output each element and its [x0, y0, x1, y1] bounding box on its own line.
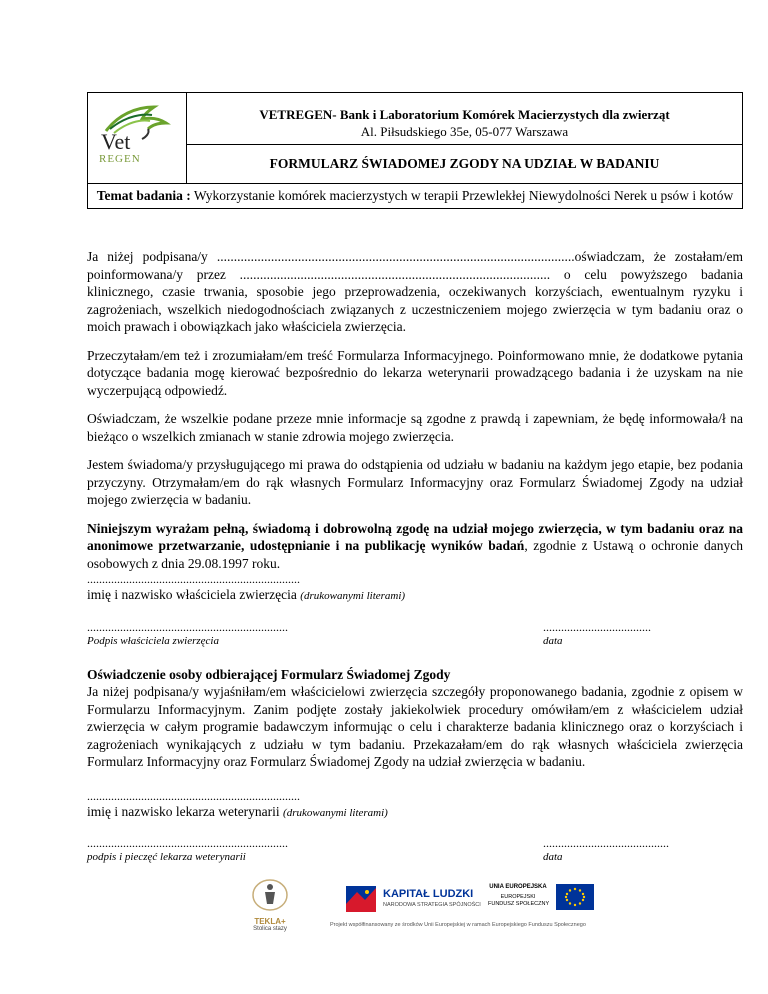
consent-rest: , zgodnie z Ustawą o ochronie danych osobowych z dnia 29.08.1997 roku.	[87, 538, 743, 571]
vet-name-label-text: imię i nazwisko lekarza weterynarii	[87, 803, 284, 819]
vet-date-label: data	[543, 851, 563, 863]
vet-signature-row	[87, 836, 743, 864]
institution-name: VETREGEN- Bank i Laboratorium Komórek Macierzystych dla zwierząt	[259, 107, 670, 122]
kl-title: KAPITAŁ LUDZKI	[383, 888, 474, 900]
vet-statement-text: Ja niżej podpisana/y wyjaśniłam/em właścicielowi zwierzęcia szczegóły proponowanego badania, zgodnie z opisem w Formularzu Informacyjnym. Zanim podjęte zostały jakiekolwiek procedury omówiłam/em z właścicielem udział zwierzęcia w całym programie badawczym informując o celu i charakterze badania klinicznego oraz o korzyściach i zagrożeniach wynikających z udziału w tym badaniu. Przekazałam/em do rąk własnych właściciela zwierzęcia Formularz Informacyjny oraz Formularz Świadomej Zgody na udział zwierzęcia w badaniu.	[87, 684, 743, 769]
vet-statement-heading: Oświadczenie osoby odbierającej Formularz Świadomej Zgody	[87, 666, 451, 682]
institution-block	[187, 93, 742, 145]
document-body	[87, 248, 743, 864]
owner-name-label	[87, 586, 743, 606]
logo-word: Vet	[101, 129, 131, 154]
consent-bold: Niniejszym wyrażam pełną, świadomą i dobrowolną zgodę na udział mojego zwierzęcia, w tym badaniu oraz na anonimowe przetwarzanie, udostępnianie i na publikację wyników badań	[87, 520, 743, 553]
person-icon	[250, 878, 290, 912]
eu-title: UNIA EUROPEJSKA	[489, 884, 547, 890]
owner-signature-label: Podpis właściciela zwierzęcia	[87, 634, 219, 647]
header-table	[87, 92, 743, 209]
study-topic	[88, 183, 742, 208]
logo-sub: REGEN	[99, 153, 141, 165]
funding-note: Projekt współfinansowany ze środków Unii Europejskiej w ramach Europejskiego Funduszu Społecznego	[330, 922, 586, 928]
owner-date-field[interactable]: ....................................	[543, 619, 651, 634]
owner-date-label: data	[543, 634, 563, 647]
owner-name-dots[interactable]: .......................................................................	[87, 572, 300, 586]
paragraph-consent	[87, 520, 743, 573]
institution-address: Al. Piłsudskiego 35e, 05-077 Warszawa	[360, 124, 569, 139]
paragraph-withdraw: Jestem świadoma/y przysługującego mi prawa do odstąpienia od udziału w badaniu na każdym jego etapie, bez podania przyczyny. Otrzymałam/em do rąk własnych Formularz Informacyjny oraz Formularz Świadomej Zgody na udział mojego zwierzęcia w badaniu.	[87, 457, 743, 507]
paragraph-truth: Oświadczam, że wszelkie podane przeze mnie informacje są zgodne z prawdą i zapewniam, że będę informowała/ł na bieżąco o wszelkich zmianach w stanie zdrowia mojego zwierzęcia.	[87, 411, 743, 444]
vet-signature-field[interactable]: ...................................................................	[87, 836, 288, 850]
vet-date-field[interactable]: ..........................................	[543, 836, 669, 850]
tekla-logo	[240, 878, 300, 932]
topic-text: Wykorzystanie komórek macierzystych w terapii Przewlekłej Niewydolności Nerek u psów i kotów	[190, 188, 734, 203]
owner-name-label-text: imię i nazwisko właściciela zwierzęcia	[87, 587, 301, 602]
vet-name-dots[interactable]: .......................................................................	[87, 788, 300, 803]
vetregen-logo	[88, 93, 187, 183]
owner-name-hint: (drukowanymi literami)	[300, 590, 406, 602]
tekla-name: TEKLA+	[254, 917, 286, 926]
eu-sub2: FUNDUSZ SPOŁECZNY	[488, 901, 550, 907]
owner-signature-field[interactable]: ...................................................................	[87, 619, 288, 634]
eu-logo	[488, 884, 598, 916]
eu-sub1: EUROPEJSKI	[500, 894, 536, 900]
owner-signature-row	[87, 620, 743, 648]
kl-sub: NARODOWA STRATEGIA SPÓJNOŚCI	[383, 902, 481, 908]
eu-flag-icon	[556, 884, 594, 910]
vet-signature-label: podpis i pieczęć lekarza weterynarii	[87, 851, 246, 863]
vet-name-hint: (drukowanymi literami)	[283, 806, 388, 819]
kapital-ludzki-logo	[345, 884, 481, 916]
form-title: FORMULARZ ŚWIADOMEJ ZGODY NA UDZIAŁ W BADANIU	[269, 156, 660, 171]
vet-name-label	[87, 803, 743, 823]
footer-logos	[0, 872, 768, 932]
paragraph-declaration: Ja niżej podpisana/y ..........................................................................................................oświadczam, że zostałam/em poinformowana/y przez ............................................................................................ o celu powyższego badania klinicznego, czasie trwania, sposobie jego przeprowadzenia, oczekiwanych korzyściach, ewentualnym ryzyku i zagrożeniach, wszelkich niedogodnościach związanych z uczestniczeniem mojego zwierzęcia w tym badaniu oraz o moich prawach i obowiązkach jako właściciela zwierzęcia.	[87, 249, 743, 334]
kl-flag-icon	[345, 884, 379, 914]
paragraph-read: Przeczytałam/em też i zrozumiałam/em treść Formularza Informacyjnego. Poinformowano mnie, że dodatkowe pytania dotyczące badania mogę kierować bezpośrednio do lekarza weterynarii prowadzącego badania i że uzyskam na nie wyczerpującą odpowiedź.	[87, 347, 743, 398]
topic-label: Temat badania :	[96, 188, 191, 203]
tekla-sub: Stolica stazy	[253, 926, 287, 932]
